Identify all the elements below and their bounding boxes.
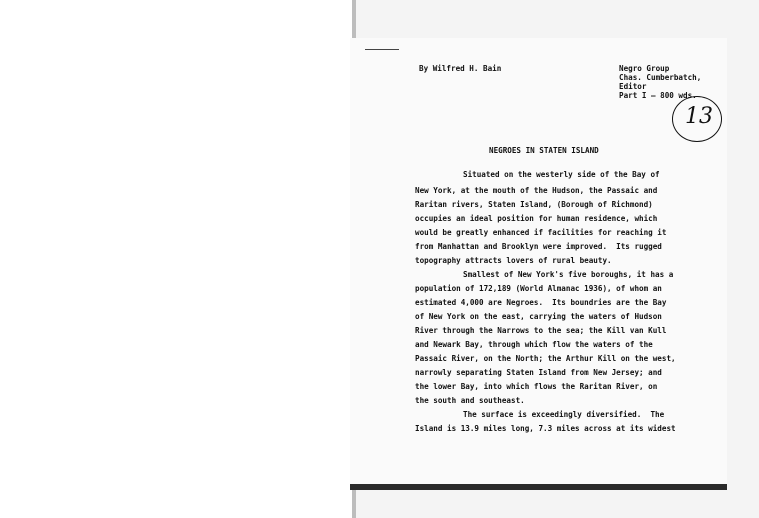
body-line: occupies an ideal position for human residence, which bbox=[415, 214, 658, 223]
author-line: By Wilfred H. Bain bbox=[419, 64, 502, 73]
blank-left-page bbox=[0, 0, 352, 518]
body-line: The surface is exceedingly diversified. The bbox=[463, 410, 665, 419]
document-title: NEGROES IN STATEN ISLAND bbox=[489, 146, 599, 155]
body-line: Situated on the westerly side of the Bay of bbox=[463, 170, 660, 179]
editor-title: Editor bbox=[619, 82, 647, 91]
typewritten-sheet bbox=[350, 38, 727, 488]
body-line: the south and southeast. bbox=[415, 396, 525, 405]
body-line: the lower Bay, into which flows the Raritan River, on bbox=[415, 382, 658, 391]
body-line: narrowly separating Staten Island from New Jersey; and bbox=[415, 368, 662, 377]
body-line: population of 172,189 (World Almanac 1936), of whom an bbox=[415, 284, 662, 293]
body-line: Raritan rivers, Staten Island, (Borough of Richmond) bbox=[415, 200, 653, 209]
body-line: New York, at the mouth of the Hudson, the Passaic and bbox=[415, 186, 658, 195]
body-line: Passaic River, on the North; the Arthur Kill on the west, bbox=[415, 354, 676, 363]
body-line: River through the Narrows to the sea; the Kill van Kull bbox=[415, 326, 667, 335]
editor-name: Chas. Cumberbatch, bbox=[619, 73, 702, 82]
body-line: Smallest of New York's five boroughs, it has a bbox=[463, 270, 674, 279]
group-label: Negro Group bbox=[619, 64, 670, 73]
body-line: would be greatly enhanced if facilities for reaching it bbox=[415, 228, 667, 237]
stamp-number: 13 bbox=[685, 104, 713, 129]
margin-pencil-mark bbox=[365, 49, 399, 50]
body-line: and Newark Bay, through which flow the waters of the bbox=[415, 340, 653, 349]
page-number-stamp bbox=[672, 96, 722, 142]
body-line: topography attracts lovers of rural beauty. bbox=[415, 256, 612, 265]
body-line: of New York on the east, carrying the waters of Hudson bbox=[415, 312, 662, 321]
sheet-bottom-edge bbox=[350, 484, 727, 490]
part-word-count: Part I — 800 wds. bbox=[619, 91, 697, 100]
body-line: estimated 4,000 are Negroes. Its boundries are the Bay bbox=[415, 298, 667, 307]
body-line: from Manhattan and Brooklyn were improved. Its rugged bbox=[415, 242, 662, 251]
body-line: Island is 13.9 miles long, 7.3 miles across at its widest bbox=[415, 424, 676, 433]
